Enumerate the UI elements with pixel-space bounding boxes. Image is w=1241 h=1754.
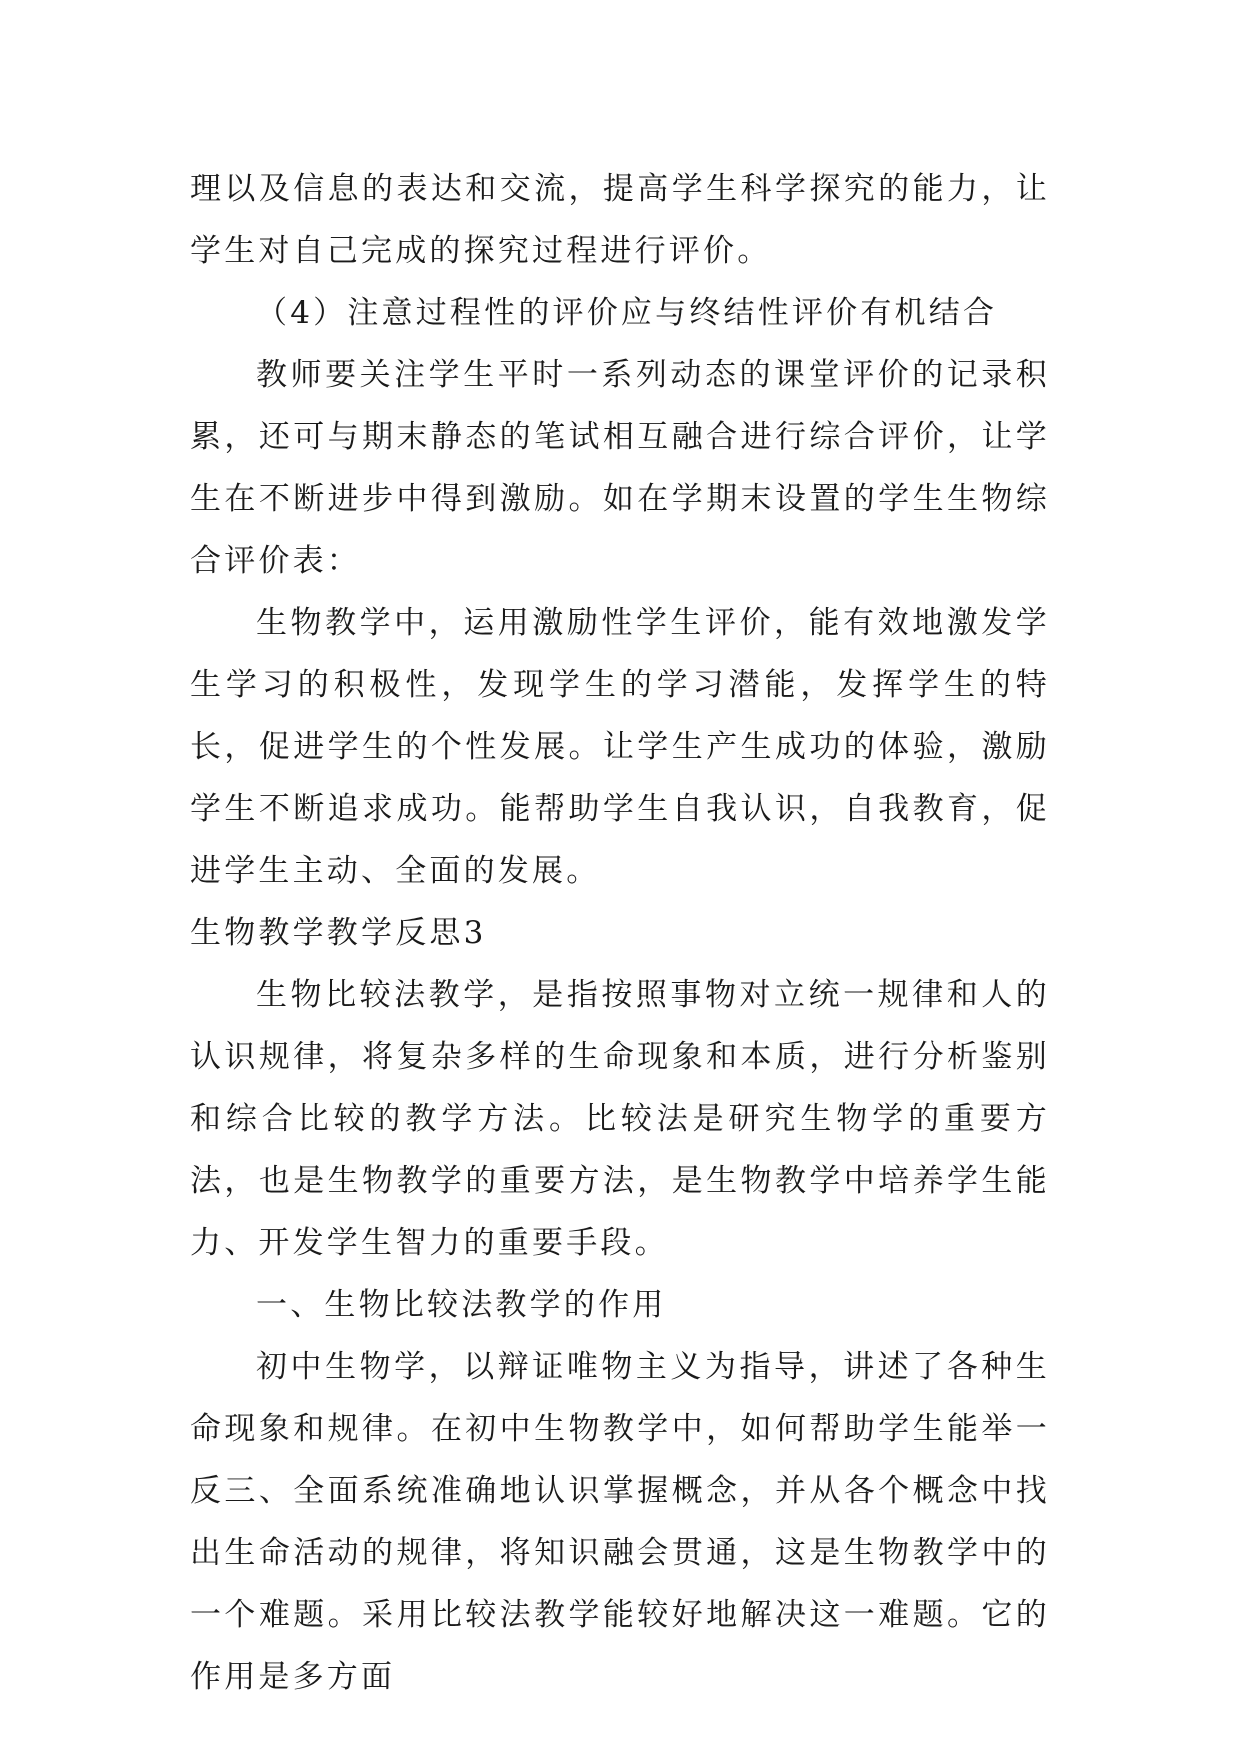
- document-body: [190, 158, 1050, 1708]
- paragraph-incentive-evaluation: 生物教学中，运用激励性学生评价，能有效地激发学生学习的积极性，发现学生的学习潜能，发挥学生的特长，促进学生的个性发展。让学生产生成功的体验，激励学生不断追求成功。能帮助学生自我认识，自我教育，促进学生主动、全面的发展。: [190, 605, 1050, 889]
- paragraph-evaluation-continued: 理以及信息的表达和交流，提高学生科学探究的能力，让学生对自己完成的探究过程进行评价。: [190, 171, 1050, 269]
- subheading-process-evaluation: （4）注意过程性的评价应与终结性评价有机结合: [256, 295, 998, 331]
- paragraph-teacher-evaluation: 教师要关注学生平时一系列动态的课堂评价的记录积累，还可与期末静态的笔试相互融合进行综合评价，让学生在不断进步中得到激励。如在学期末设置的学生生物综合评价表：: [190, 357, 1050, 579]
- section-title-reflection-3: 生物教学教学反思3: [190, 915, 487, 951]
- subheading-comparison-method-role: 一、生物比较法教学的作用: [256, 1287, 667, 1323]
- paragraph-junior-biology: 初中生物学，以辩证唯物主义为指导，讲述了各种生命现象和规律。在初中生物教学中，如何帮助学生能举一反三、全面系统准确地认识掌握概念，并从各个概念中找出生命活动的规律，将知识融会贯通，这是生物教学中的一个难题。采用比较法教学能较好地解决这一难题。它的作用是多方面: [190, 1349, 1050, 1695]
- paragraph-comparison-method-intro: 生物比较法教学，是指按照事物对立统一规律和人的认识规律，将复杂多样的生命现象和本质，进行分析鉴别和综合比较的教学方法。比较法是研究生物学的重要方法，也是生物教学的重要方法，是生物教学中培养学生能力、开发学生智力的重要手段。: [190, 977, 1050, 1261]
